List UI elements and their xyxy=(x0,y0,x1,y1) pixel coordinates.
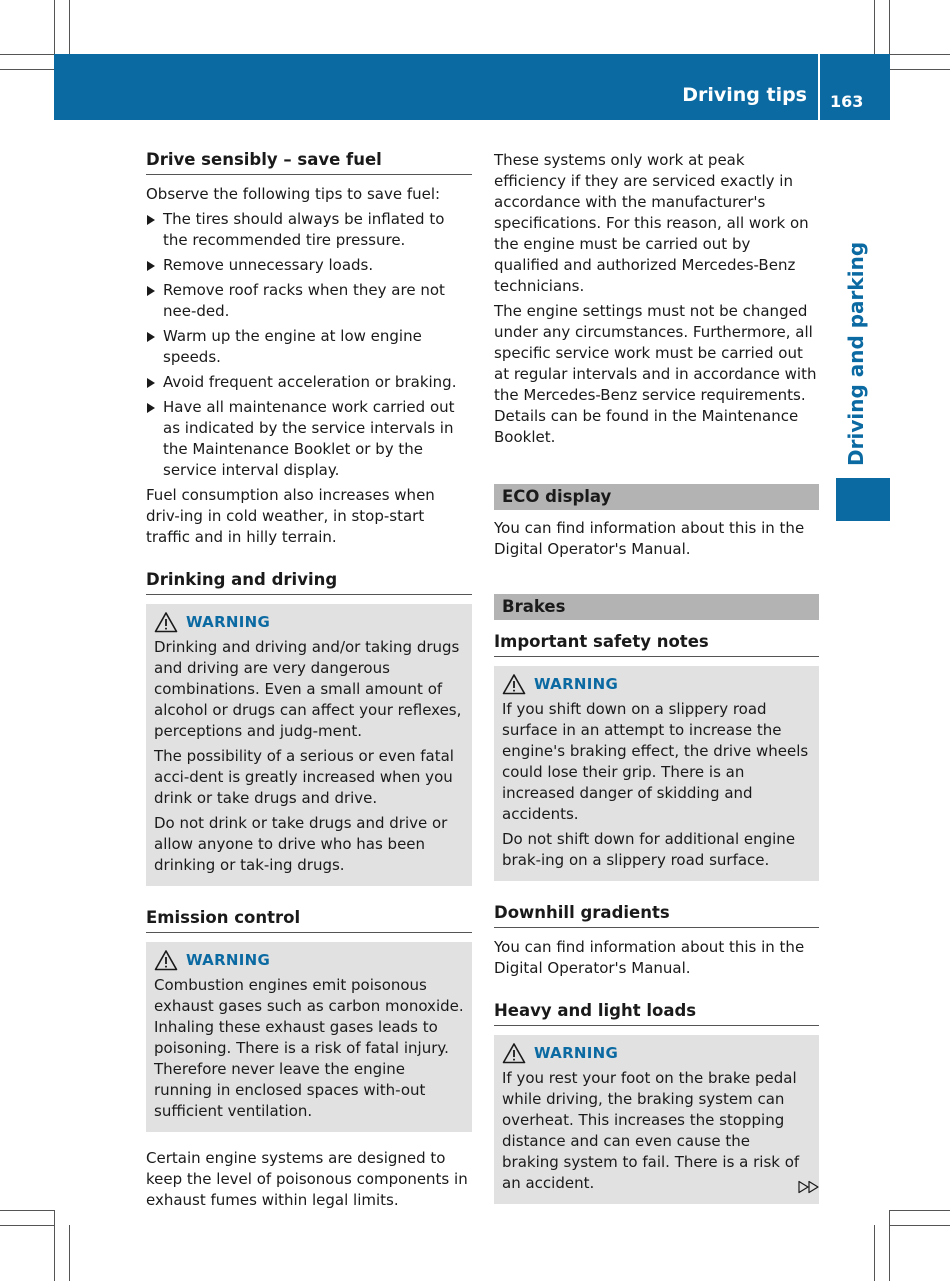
crop-mark xyxy=(54,1210,55,1281)
warning-box xyxy=(494,666,819,881)
bar-heading: ECO display xyxy=(494,484,819,510)
warning-header xyxy=(154,948,464,972)
warning-text: If you shift down on a slippery road surface in an attempt to increase the engine's braking effect, the drive wheels could lose their grip. There is an increased danger of skidding and accidents. xyxy=(502,700,809,823)
side-tab-marker xyxy=(836,478,890,521)
warning-triangle-icon xyxy=(502,1042,526,1064)
bullet-triangle-icon xyxy=(147,378,155,388)
bullet-text: Warm up the engine at low engine speeds. xyxy=(163,327,422,366)
page-number: 163 xyxy=(830,92,864,111)
section-heading: Emission control xyxy=(146,908,472,933)
bullet-text: Remove roof racks when they are not nee-ded. xyxy=(163,281,445,320)
crop-mark xyxy=(0,1225,54,1226)
crop-mark xyxy=(874,0,875,54)
section-heading: Heavy and light loads xyxy=(494,1001,819,1026)
section-heading: Drinking and driving xyxy=(146,570,472,595)
paragraph: Fuel consumption also increases when driv-ing in cold weather, in stop-start traffic and in hilly terrain. xyxy=(146,486,435,546)
bullet-text: The tires should always be inflated to the recommended tire pressure. xyxy=(163,210,445,249)
bullet-item xyxy=(146,326,472,368)
subsection-downhill xyxy=(494,903,819,979)
warning-header xyxy=(154,610,464,634)
warning-label: WARNING xyxy=(534,675,619,693)
side-tab-label: Driving and parking xyxy=(844,241,868,466)
bullet-item xyxy=(146,280,472,322)
warning-triangle-icon xyxy=(154,949,178,971)
section-eco-display xyxy=(494,484,819,560)
crop-mark xyxy=(889,1210,890,1281)
bullet-text: Remove unnecessary loads. xyxy=(163,256,374,274)
crop-mark xyxy=(0,54,54,55)
right-column xyxy=(494,150,819,1214)
paragraph: You can find information about this in the Digital Operator's Manual. xyxy=(494,519,805,558)
warning-box xyxy=(146,604,472,886)
section-drinking-driving xyxy=(146,570,472,886)
crop-mark xyxy=(0,69,54,70)
crop-mark xyxy=(69,1225,70,1281)
warning-header xyxy=(502,672,811,696)
section-heading: Important safety notes xyxy=(494,632,819,657)
warning-label: WARNING xyxy=(186,613,271,631)
section-save-fuel xyxy=(146,150,472,548)
warning-triangle-icon xyxy=(154,611,178,633)
warning-box xyxy=(494,1035,819,1204)
crop-mark xyxy=(69,0,70,54)
paragraph: Observe the following tips to save fuel: xyxy=(146,185,441,203)
bullet-item xyxy=(146,209,472,251)
left-column xyxy=(146,150,472,1215)
warning-text: Do not shift down for additional engine brak-ing on a slippery road surface. xyxy=(502,830,796,869)
bullet-item xyxy=(146,397,472,481)
bullet-item xyxy=(146,255,472,276)
warning-text: Combustion engines emit poisonous exhaust gases such as carbon monoxide. Inhaling these exhaust gases leads to poisoning. There is a risk of fatal injury. Therefore never leave the engine running in enclosed spaces with-out sufficient ventilation. xyxy=(154,976,464,1120)
crop-mark xyxy=(0,1210,54,1211)
bullet-triangle-icon xyxy=(147,332,155,342)
section-heading: Downhill gradients xyxy=(494,903,819,928)
warning-text: Do not drink or take drugs and drive or allow anyone to drive who has been drinking or tak-ing drugs. xyxy=(154,814,448,874)
warning-text: If you rest your foot on the brake pedal while driving, the braking system can overheat. This increases the stopping distance and can even cause the braking system to fail. There is a risk of an accident. xyxy=(502,1069,800,1192)
warning-label: WARNING xyxy=(186,951,271,969)
bullet-item xyxy=(146,372,472,393)
crop-mark xyxy=(890,54,950,55)
section-heading: Drive sensibly – save fuel xyxy=(146,150,472,175)
crop-mark xyxy=(889,0,890,54)
section-brakes xyxy=(494,594,819,1204)
bar-heading: Brakes xyxy=(494,594,819,620)
warning-text: Drinking and driving and/or taking drugs and driving are very dangerous combinations. Even a small amount of alcohol or drugs can affect your reflexes, perceptions and judg-ment. xyxy=(154,638,462,740)
subsection-loads xyxy=(494,1001,819,1204)
bullet-list xyxy=(146,209,472,481)
header-separator xyxy=(818,54,820,120)
paragraph: Certain engine systems are designed to keep the level of poisonous components in exhaust fumes within legal limits. xyxy=(146,1149,468,1209)
paragraph: The engine settings must not be changed under any circumstances. Furthermore, all specific service work must be carried out at regular intervals and in accordance with the Mercedes-Benz service requirements. Details can be found in the Maintenance Booklet. xyxy=(494,302,817,446)
bullet-text: Avoid frequent acceleration or braking. xyxy=(163,373,457,391)
double-triangle-right-icon xyxy=(798,1180,820,1194)
bullet-triangle-icon xyxy=(147,261,155,271)
crop-mark xyxy=(890,1225,950,1226)
crop-mark xyxy=(890,1210,950,1211)
bullet-triangle-icon xyxy=(147,403,155,413)
section-emission-control xyxy=(146,908,472,1211)
warning-header xyxy=(502,1041,811,1065)
crop-mark xyxy=(890,69,950,70)
bullet-triangle-icon xyxy=(147,215,155,225)
bullet-text: Have all maintenance work carried out as indicated by the service intervals in the Maintenance Booklet or by the service interval display. xyxy=(163,398,455,479)
crop-mark xyxy=(874,1225,875,1281)
crop-mark xyxy=(54,0,55,54)
paragraph: You can find information about this in the Digital Operator's Manual. xyxy=(494,938,805,977)
paragraph: These systems only work at peak efficiency if they are serviced exactly in accordance with the manufacturer's specifications. For this reason, all work on the engine must be carried out by qualified and authorized Mercedes-Benz technicians. xyxy=(494,151,809,295)
warning-triangle-icon xyxy=(502,673,526,695)
chapter-title: Driving tips xyxy=(682,84,807,106)
warning-text: The possibility of a serious or even fatal acci-dent is greatly increased when you drink or take drugs and drive. xyxy=(154,747,454,807)
subsection-safety-notes xyxy=(494,632,819,881)
warning-box xyxy=(146,942,472,1132)
bullet-triangle-icon xyxy=(147,286,155,296)
warning-label: WARNING xyxy=(534,1044,619,1062)
